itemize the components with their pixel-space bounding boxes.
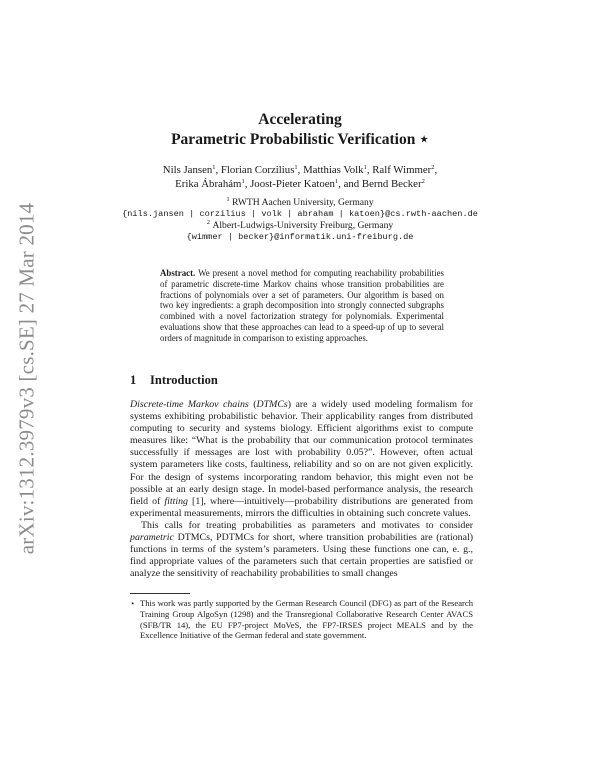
author-name: Nils Jansen — [162, 164, 213, 176]
author-name: Erika Ábrahám — [175, 177, 242, 190]
arxiv-identifier: arXiv:1312.3979v3 [cs.SE] 27 Mar 2014 — [14, 202, 39, 554]
author-name: Ralf Wimmer — [372, 164, 432, 176]
affiliation-1-emails: {nils.jansen | corzilius | volk | abraham | katoen}@cs.rwth-aachen.de — [122, 208, 478, 219]
section-heading — [130, 373, 470, 388]
section-title: Introduction — [150, 373, 218, 387]
author-line-1: Nils Jansen$^1$, Florian Corzilius$^1$, Matthias Volk$^1$, Ralf Wimmer$^2$, — [162, 164, 438, 176]
arxiv-sidebar-stamp — [12, 198, 42, 558]
title-line-2: Parametric Probabilistic Verification ⋆ — [171, 131, 429, 148]
author-name: Matthias Volk — [303, 164, 364, 176]
footnote — [130, 598, 473, 641]
footnote-mark: ⋆ — [130, 598, 136, 608]
abstract-text: We present a novel method for computing reachability probabilities of parametric discrete-time Markov chains whose transition probabilities are fractions of polynomials over a set of parameters. Our algorithm is based on two key ingredients: a graph decomposition into strongly connected subgraphs combined with a novel factorization strategy for polynomials. Experimental evaluations show that these approaches can lead to a speed-up of up to several orders of magnitude in comparison to existing approaches. — [160, 268, 444, 343]
author-list — [0, 164, 600, 191]
body-text — [130, 399, 473, 580]
affiliation-1: $^1$ RWTH Aachen University, Germany — [226, 196, 374, 208]
author-line-2: Erika Ábrahám$^1$, Joost-Pieter Katoen$^1$, and Bernd Becker$^2$ — [175, 177, 425, 190]
footnote-text: This work was partly supported by the German Research Council (DFG) as part of the Research Training Group AlgoSyn (1298) and the Transregional Collaborative Research Center AVACS (SFB/TR 14), the EU FP7-project MoVeS, the FP7-IRSES project MEALS and by the Excellence Initiative of the German federal and state government. — [140, 598, 473, 641]
abstract-label: Abstract. — [160, 268, 196, 278]
affiliations — [0, 197, 600, 243]
author-name: Bernd Becker — [361, 177, 422, 190]
footnote-divider — [130, 593, 190, 594]
author-name: Joost-Pieter Katoen — [250, 177, 335, 190]
abstract — [160, 268, 444, 344]
paragraph-2: This calls for treating probabilities as parameters and motivates to consider parametric DTMCs, PDTMCs for short, where transition probabilities are (rational) functions in terms of the system’s parameters. Using these functions one can, e. g., find appropriate values of the parameters such that certain properties are satisfied or analyze the sensitivity of reachability probabilities to small changes — [130, 519, 473, 580]
section-number: 1 — [130, 373, 137, 387]
title-footnote-mark: ⋆ — [419, 131, 429, 148]
title-line-1: Accelerating — [258, 111, 342, 128]
affiliation-2-emails: {wimmer | becker}@informatik.uni-freiburg.de — [186, 231, 414, 242]
author-name: Florian Corzilius — [220, 164, 295, 176]
affiliation-2: $^2$ Albert-Ludwigs-University Freiburg, Germany — [206, 219, 394, 231]
paragraph-1: Discrete-time Markov chains (DTMCs) are a widely used modeling formalism for systems exhibiting probabilistic behavior. Their applicability ranges from distributed computing to security and systems biology. Efficient algorithms exist to compute measures like: “What is the probability that our communication protocol terminates successfully if messages are lost with probability 0.05?”. However, often actual system parameters like costs, faultiness, reliability and so on are not given explicitly. For the design of systems incorporating random behavior, this might even not be possible at an early design stage. In model-based performance analysis, the research field of fitting [1], where—intuitively—probability distributions are generated from experimental measurements, mirrors the difficulties in obtaining such concrete values. — [130, 399, 474, 519]
paper-title — [0, 110, 600, 150]
